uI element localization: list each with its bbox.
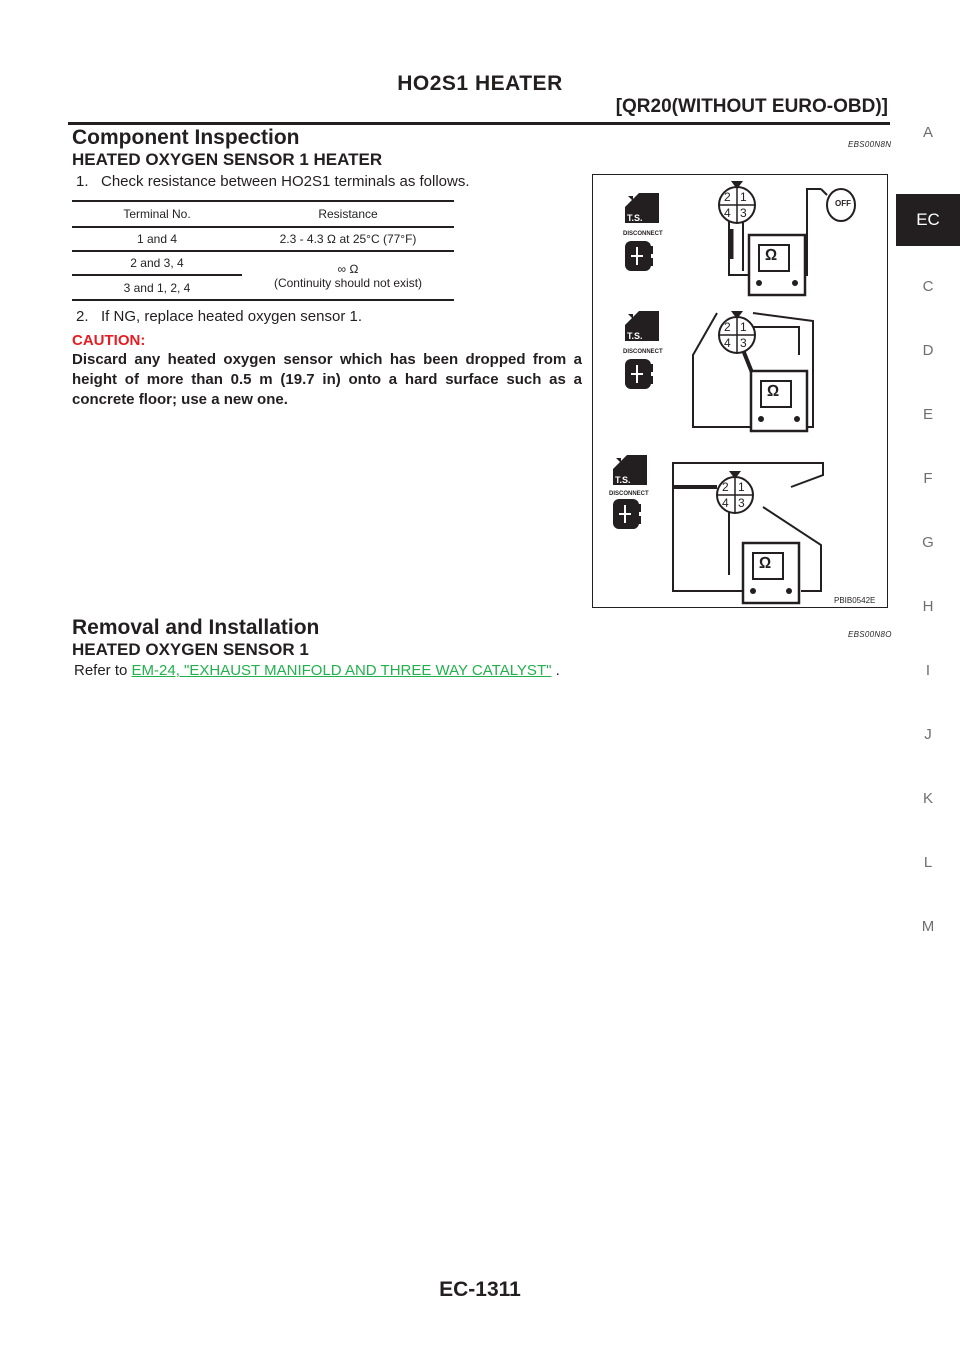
disconnect-label: DISCONNECT bbox=[623, 349, 663, 355]
connector-icon bbox=[625, 359, 653, 389]
reference-line bbox=[74, 662, 560, 679]
key-off-label: OFF bbox=[835, 199, 851, 208]
caution-label: CAUTION: bbox=[72, 332, 146, 349]
resistance-table bbox=[72, 200, 454, 301]
cell-resistance-1: 2.3 - 4.3 Ω at 25°C (77°F) bbox=[242, 227, 454, 251]
table-bottom-rule bbox=[72, 299, 454, 301]
tab-g[interactable]: G bbox=[922, 534, 934, 551]
col-header-resistance: Resistance bbox=[242, 201, 454, 227]
inspection-diagram bbox=[592, 174, 888, 608]
ohmmeter-1 bbox=[749, 235, 805, 295]
section-title-removal: Removal and Installation bbox=[72, 616, 320, 639]
connector-icon bbox=[625, 241, 653, 271]
cell-resistance-merged bbox=[242, 251, 454, 299]
continuity-note: (Continuity should not exist) bbox=[273, 275, 423, 290]
ohmmeter-3 bbox=[743, 543, 799, 603]
tab-m[interactable]: M bbox=[921, 918, 935, 935]
terminal-4-label: 4 bbox=[722, 496, 729, 510]
step-1-text: 1. Check resistance between HO2S1 terminals as follows. bbox=[76, 173, 470, 190]
terminal-2-label: 2 bbox=[724, 320, 731, 334]
terminal-3-label: 3 bbox=[740, 336, 747, 350]
section-index-tabs bbox=[896, 0, 960, 1358]
infinity-ohm: ∞ Ω bbox=[337, 261, 359, 276]
tab-k[interactable]: K bbox=[922, 790, 933, 807]
col-header-terminal: Terminal No. bbox=[72, 201, 242, 227]
terminal-3-label: 3 bbox=[740, 206, 747, 220]
page-subtitle: [QR20(WITHOUT EURO-OBD)] bbox=[615, 96, 888, 117]
terminal-4-label: 4 bbox=[724, 336, 731, 350]
disconnect-label: DISCONNECT bbox=[609, 491, 649, 497]
cell-terminal-1: 1 and 4 bbox=[72, 227, 242, 251]
ref-suffix: . bbox=[551, 662, 560, 679]
header-rule bbox=[68, 122, 890, 125]
ohm-symbol: Ω bbox=[759, 555, 772, 572]
tab-a[interactable]: A bbox=[922, 124, 933, 141]
tab-l[interactable]: L bbox=[923, 854, 933, 871]
ohm-symbol: Ω bbox=[765, 247, 778, 264]
tab-h[interactable]: H bbox=[922, 598, 934, 615]
tab-ec[interactable]: EC bbox=[896, 194, 960, 246]
ref-prefix: Refer to bbox=[74, 662, 132, 679]
terminal-2-label: 2 bbox=[722, 480, 729, 494]
figure-caption: PBIB0542E bbox=[834, 596, 876, 605]
terminal-1-label: 1 bbox=[740, 190, 747, 204]
tab-c[interactable]: C bbox=[922, 278, 934, 295]
caution-text: Discard any heated oxygen sensor which has been dropped from a height of more than 0.5 m (19.7 in) onto a hard surface such as a concrete floor; use a new one. bbox=[72, 351, 582, 408]
section-title-component-inspection: Component Inspection bbox=[72, 126, 300, 149]
tab-d[interactable]: D bbox=[922, 342, 934, 359]
terminal-2-label: 2 bbox=[724, 190, 731, 204]
terminal-1-label: 1 bbox=[740, 320, 747, 334]
ohmmeter-2 bbox=[751, 371, 807, 431]
disconnect-label: DISCONNECT bbox=[623, 231, 663, 237]
ts-label: T.S. bbox=[627, 213, 643, 223]
exhaust-manifold-link[interactable]: EM-24, "EXHAUST MANIFOLD AND THREE WAY CATALYST" bbox=[131, 662, 552, 679]
terminal-1-label: 1 bbox=[738, 480, 745, 494]
cell-terminal-2: 2 and 3, 4 bbox=[72, 251, 242, 275]
step-2-text: 2. If NG, replace heated oxygen sensor 1. bbox=[76, 308, 362, 325]
ts-label: T.S. bbox=[627, 331, 643, 341]
page-title: HO2S1 HEATER bbox=[397, 72, 563, 95]
subsection-title: HEATED OXYGEN SENSOR 1 bbox=[72, 640, 309, 659]
ohm-symbol: Ω bbox=[767, 383, 780, 400]
page-number: EC-1311 bbox=[439, 1278, 521, 1301]
section-code: EBS00N8N bbox=[848, 140, 892, 149]
subsection-title: HEATED OXYGEN SENSOR 1 HEATER bbox=[72, 150, 383, 169]
tab-j[interactable]: J bbox=[924, 726, 932, 743]
terminal-3-label: 3 bbox=[738, 496, 745, 510]
ts-label: T.S. bbox=[615, 475, 631, 485]
tab-e[interactable]: E bbox=[922, 406, 933, 423]
tab-i[interactable]: I bbox=[925, 662, 931, 679]
section-code: EBS00N8O bbox=[848, 630, 892, 639]
terminal-4-label: 4 bbox=[724, 206, 731, 220]
connector-icon bbox=[613, 499, 641, 529]
cell-terminal-3: 3 and 1, 2, 4 bbox=[72, 275, 242, 299]
tab-f[interactable]: F bbox=[923, 470, 933, 487]
